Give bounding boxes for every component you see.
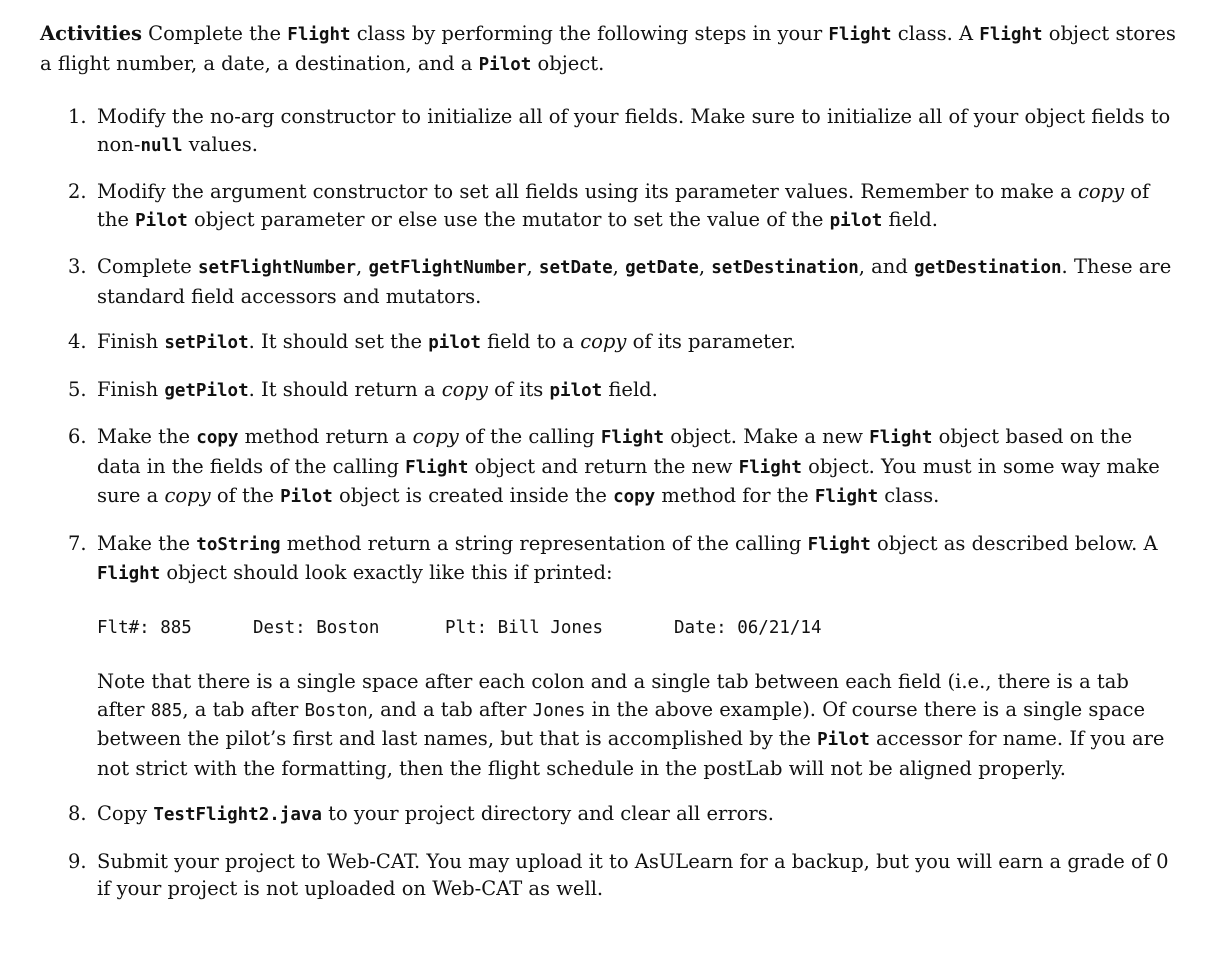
- step-text: Modify the no-arg constructor to initialize all of your fields. Make sure to initialize all of your object fields to non-: [97, 105, 1171, 156]
- step-text: field.: [882, 207, 938, 231]
- step-7: [40, 530, 1180, 783]
- activities-heading: Activities: [40, 22, 142, 45]
- step-text: object as described below. A: [870, 531, 1158, 555]
- step-text: , and: [858, 255, 915, 278]
- code-flight: Flight: [814, 487, 879, 507]
- code-inline: Jones: [532, 700, 586, 721]
- note-text: in the above example). Of course there is a single space between the pilot’s first and last names, but that is accomplished by the: [97, 697, 1145, 750]
- step-text: method return a: [238, 425, 413, 448]
- step-text: values.: [182, 132, 258, 156]
- intro-text: class. A: [891, 22, 980, 45]
- step-number: 9.: [68, 849, 87, 873]
- step-1: [40, 103, 1180, 160]
- code-flight: Flight: [869, 428, 933, 448]
- tostring-example: [97, 615, 1180, 643]
- step-text: Modify the argument constructor to set all fields using its parameter values. Remember to make a: [97, 180, 1078, 203]
- code-method: getDate: [625, 258, 699, 278]
- step-text: Make the: [97, 425, 197, 448]
- intro-paragraph: [40, 20, 1180, 79]
- document-page: [40, 20, 1180, 921]
- intro-text: class by performing the following steps in your: [350, 22, 829, 45]
- code-method: setFlightNumber: [198, 258, 357, 278]
- step-text: to your project directory and clear all errors.: [321, 802, 774, 825]
- code-method: getPilot: [164, 380, 249, 401]
- emphasis-copy: copy: [441, 377, 488, 401]
- note-text: accessor for name. If you are not strict with the formatting, then the flight schedule in the postLab will not be aligned properly.: [97, 727, 1165, 780]
- code-pilot-field: pilot: [549, 380, 603, 401]
- example-date: Date: 06/21/14: [674, 617, 822, 638]
- code-flight: Flight: [97, 564, 161, 584]
- code-inline: 885: [150, 700, 183, 721]
- step-text: ,: [526, 255, 539, 278]
- step-text: of the: [210, 484, 281, 507]
- code-flight: Flight: [600, 428, 665, 448]
- code-null: null: [140, 135, 183, 156]
- note-text: , a tab after: [182, 697, 305, 721]
- code-inline: Boston: [304, 700, 368, 721]
- code-method: toString: [196, 534, 281, 555]
- code-method: getFlightNumber: [368, 258, 527, 278]
- step-text: Complete: [97, 255, 198, 278]
- steps-list: [40, 103, 1180, 903]
- code-method: setPilot: [164, 333, 249, 353]
- code-method: setDestination: [711, 258, 859, 278]
- step-number: 8.: [68, 802, 87, 825]
- intro-text: Complete the: [141, 22, 288, 45]
- step-text: object based on the data in the fields of the calling: [97, 425, 1133, 478]
- step-number: 4.: [68, 330, 87, 353]
- step-text: ,: [612, 255, 626, 278]
- step-9: [40, 848, 1180, 903]
- step-text: object. Make a new: [664, 425, 870, 448]
- code-flight: Flight: [807, 534, 871, 555]
- code-method: getDestination: [914, 258, 1062, 278]
- step-text: class.: [878, 484, 940, 507]
- step-text: of the calling: [458, 425, 601, 448]
- step-number: 3.: [68, 255, 87, 278]
- step-number: 6.: [68, 425, 87, 448]
- step-text: object should look exactly like this if printed:: [160, 561, 613, 584]
- step-number: 2.: [68, 180, 87, 203]
- code-pilot-field: pilot: [829, 210, 883, 231]
- step-text: object. You must in some way make sure a: [97, 454, 1160, 507]
- code-flight: Flight: [979, 25, 1043, 45]
- code-method: setDate: [538, 258, 613, 278]
- step-text: object is created inside the: [332, 484, 614, 507]
- example-pilot: Plt: Bill Jones: [445, 617, 604, 638]
- step-5: [40, 376, 1180, 406]
- code-pilot: Pilot: [280, 487, 333, 507]
- step-3: [40, 253, 1180, 310]
- code-flight: Flight: [828, 25, 892, 45]
- step-text: . It should set the: [248, 330, 429, 353]
- step-4: [40, 328, 1180, 358]
- code-pilot: Pilot: [817, 730, 870, 750]
- intro-text: object.: [531, 51, 605, 75]
- step-text: of its: [487, 377, 550, 401]
- step-text: Copy: [97, 802, 154, 825]
- step-text: Make the: [97, 531, 197, 555]
- formatting-note: [97, 668, 1180, 782]
- step-text: object and return the new: [468, 454, 739, 478]
- step-text: Finish: [97, 330, 165, 353]
- step-text: of its parameter.: [626, 330, 796, 353]
- step-text: ,: [698, 255, 712, 278]
- note-text: Note that there is a single space after each colon and a single tab between each field (i.e., there is a tab after: [97, 670, 1129, 721]
- emphasis-copy: copy: [412, 425, 459, 448]
- code-flight: Flight: [738, 457, 802, 478]
- step-number: 1.: [68, 105, 87, 128]
- step-text: object parameter or else use the mutator to set the value of the: [187, 207, 830, 231]
- note-text: , and a tab after: [367, 697, 533, 721]
- step-text: Submit your project to Web-CAT. You may upload it to AsULearn for a backup, but you will earn a grade of 0 if your project is not uploaded on Web-CAT as well.: [97, 849, 1169, 900]
- step-text: field to a: [480, 330, 581, 353]
- step-text: Finish: [97, 377, 165, 401]
- step-2: [40, 178, 1180, 235]
- step-number: 5.: [68, 377, 87, 401]
- step-8: [40, 800, 1180, 830]
- step-number: 7.: [68, 531, 87, 555]
- code-filename: TestFlight2.java: [153, 805, 322, 825]
- step-text: field.: [602, 377, 658, 401]
- step-text: method return a string representation of the calling: [280, 531, 808, 555]
- step-text: of the: [97, 180, 1150, 231]
- code-method: copy: [196, 428, 239, 448]
- step-text: method for the: [655, 484, 815, 507]
- code-method: copy: [613, 487, 656, 507]
- step-text: ,: [356, 255, 369, 278]
- step-text: . These are standard field accessors and mutators.: [97, 255, 1172, 308]
- example-destination: Dest: Boston: [253, 617, 380, 638]
- code-pilot: Pilot: [135, 210, 188, 231]
- code-pilot-field: pilot: [428, 333, 481, 353]
- example-flight-number: Flt#: 885: [97, 617, 192, 638]
- emphasis-copy: copy: [1077, 180, 1125, 203]
- code-flight: Flight: [287, 25, 351, 45]
- step-text: . It should return a: [248, 377, 442, 401]
- code-pilot: Pilot: [478, 54, 532, 75]
- step-6: [40, 423, 1180, 512]
- emphasis-copy: copy: [164, 484, 211, 507]
- emphasis-copy: copy: [580, 330, 627, 353]
- code-flight: Flight: [405, 457, 469, 478]
- intro-text: object stores a flight number, a date, a destination, and a: [40, 22, 1176, 75]
